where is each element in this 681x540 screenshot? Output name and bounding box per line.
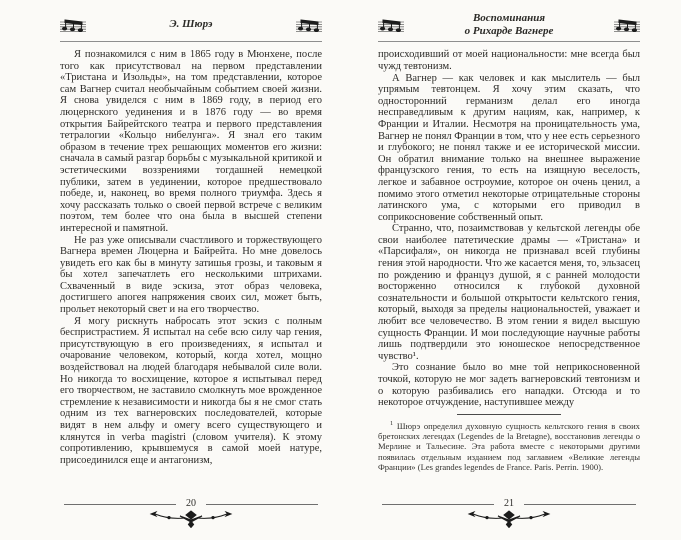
footer-rule xyxy=(382,504,494,505)
page-number: 20 xyxy=(186,498,196,509)
page-left xyxy=(60,0,322,540)
page-number-row xyxy=(60,499,322,509)
page-number: 21 xyxy=(504,498,514,509)
page-header xyxy=(60,12,322,42)
paragraph: происходивший от моей национальности: мне всегда был чужд тевтонизм. xyxy=(378,49,640,72)
paragraph: А Вагнер — как человек и как мыслитель — был упрямым тевтонцем. Я хочу этим сказать, что односторонний германизм делал его иногда несправедливым к другим нациям, как, например, к Франции и Италии. Несмотря на проницательность ума, Вагнер не понял Франции в том, что у нее есть серьезного и глубокого; не понял также и ее исторической миссии. Он обратил внимание только на внешнее выражение французского гения, то есть на изящную веселость, легкое и забавное остроумие, которое он очень ценил, а помимо этого отметил некоторые отрицательные стороны латинского ума, с которыми его приводил в соприкосновение собственный опыт. xyxy=(378,72,640,223)
footnote-body: Шюрэ определил духовную сущность кельтского гения в своих бретонских легендах (Legendes de la Bretagne), восстановив легенды о Мерлине и Тальесине. Эта работа вместе с некоторыми другими появилась отдельным изданием под заглавием «Великие легенды Франции» (Les grandes legendes de France. Paris. Perrin. 1900). xyxy=(378,420,640,473)
footnote xyxy=(378,414,640,473)
footer-rule xyxy=(524,504,636,505)
page-footer xyxy=(60,499,322,528)
music-notes-ornament xyxy=(60,19,86,32)
footnote-marker: 1 xyxy=(390,419,394,427)
page-header xyxy=(378,12,640,42)
fleuron-ornament xyxy=(60,510,322,528)
paragraph: Я могу рискнуть набросать этот эскиз с полным беспристрастием. Я испытал на себе всю силу чар гения, присутствующую в его произведениях, я испытал и очарование человеком, который, когда хотел, мощно воздействовал на людей благодаря небывалой силе воли. Но никогда то восхищение, которое я испытывал перед его творчеством, не заставило смолкнуть мое врожденное стремление к независимости и никогда бы я не смог стать одним из тех вагнеровских последователей, которые видят в нем альфу и омегу всего существующего и клянутся in verba magistri (словом учителя). К этому сопротивлению, крывшемуся в самой моей натуре, присоединился еще и антагонизм, xyxy=(60,315,322,466)
running-header-author: Э. Шюрэ xyxy=(169,18,213,31)
paragraph: Странно, что, позаимствовав у кельтской легенды обе свои наиболее патетические драмы — «Тристана» и «Парсифаля», он никогда не признавал всей глубины гения этой народности. Что же касается меня, то, эльзасец по рождению и француз душой, я с ранней молодости восторженно относился к глубокой духовной сознательности и большой открытости кельтского гения, который, выходя за пределы национальностей, уважает и любит все человечество. В этом гении я видел высшую сущность Франции. И мои последующие научные работы лишь подтвердили это юношеское непосредственное чувство¹. xyxy=(378,223,640,362)
page-number-row xyxy=(378,499,640,509)
paragraph: Я познакомился с ним в 1865 году в Мюнхене, после того как присутствовал на первом представлении «Тристана и Изольды», на том представлении, которое сам Вагнер считал необычайным событием своей жизни. Я снова увиделся с ним в 1869 году, в период его люцернского уединения и в 1876 году — во время открытия Байрейтского театра и первого представления тетралогии «Кольцо нибелунга». Я знал его таким образом в течение трех решающих моментов его жизни: сначала в самый разгар борьбы с музыкальной критикой и эстетическими воззрениями тогдашней немецкой публики, затем в уединении, которое предшествовало победе, и, наконец, во время полного триумфа. Здесь я хочу рассказать только о своей первой встрече с великим поэтом, тем более что она была в высшей степени интересной и памятной. xyxy=(60,49,322,234)
paragraph: Не раз уже описывали счастливого и торжествующего Вагнера времен Люцерна и Байрейта. Но мне довелось увидеть его как бы в минуту затишья грозы, и таковым я бы хотел запечатлеть его несколькими штрихами. Схваченный в виде эскиза, этот образ человека, достигшего апогея напряжения своих сил, может быть, прольет некоторый свет и на его творчество. xyxy=(60,234,322,316)
page-body xyxy=(60,49,322,466)
page-body xyxy=(378,49,640,472)
page-right xyxy=(378,0,640,540)
music-notes-ornament xyxy=(614,19,640,32)
page-footer xyxy=(378,499,640,528)
fleuron-ornament xyxy=(378,510,640,528)
music-notes-ornament xyxy=(378,19,404,32)
footnote-text xyxy=(378,419,640,473)
running-header-book-title xyxy=(404,12,614,38)
running-header-line1: Воспоминания xyxy=(472,12,546,24)
body-text xyxy=(378,49,640,408)
footnote-separator xyxy=(457,414,561,415)
paragraph: Это сознание было во мне той неприкосновенной точкой, которую не мог задеть вагнеровский тевтонизм и о которую разбивались его нападки. Отсюда и то некоторое отчуждение, наступившее между xyxy=(378,362,640,409)
running-header-line2: о Рихарде Вагнере xyxy=(464,25,554,38)
music-notes-ornament xyxy=(296,19,322,32)
footer-rule xyxy=(206,504,318,505)
footer-rule xyxy=(64,504,176,505)
